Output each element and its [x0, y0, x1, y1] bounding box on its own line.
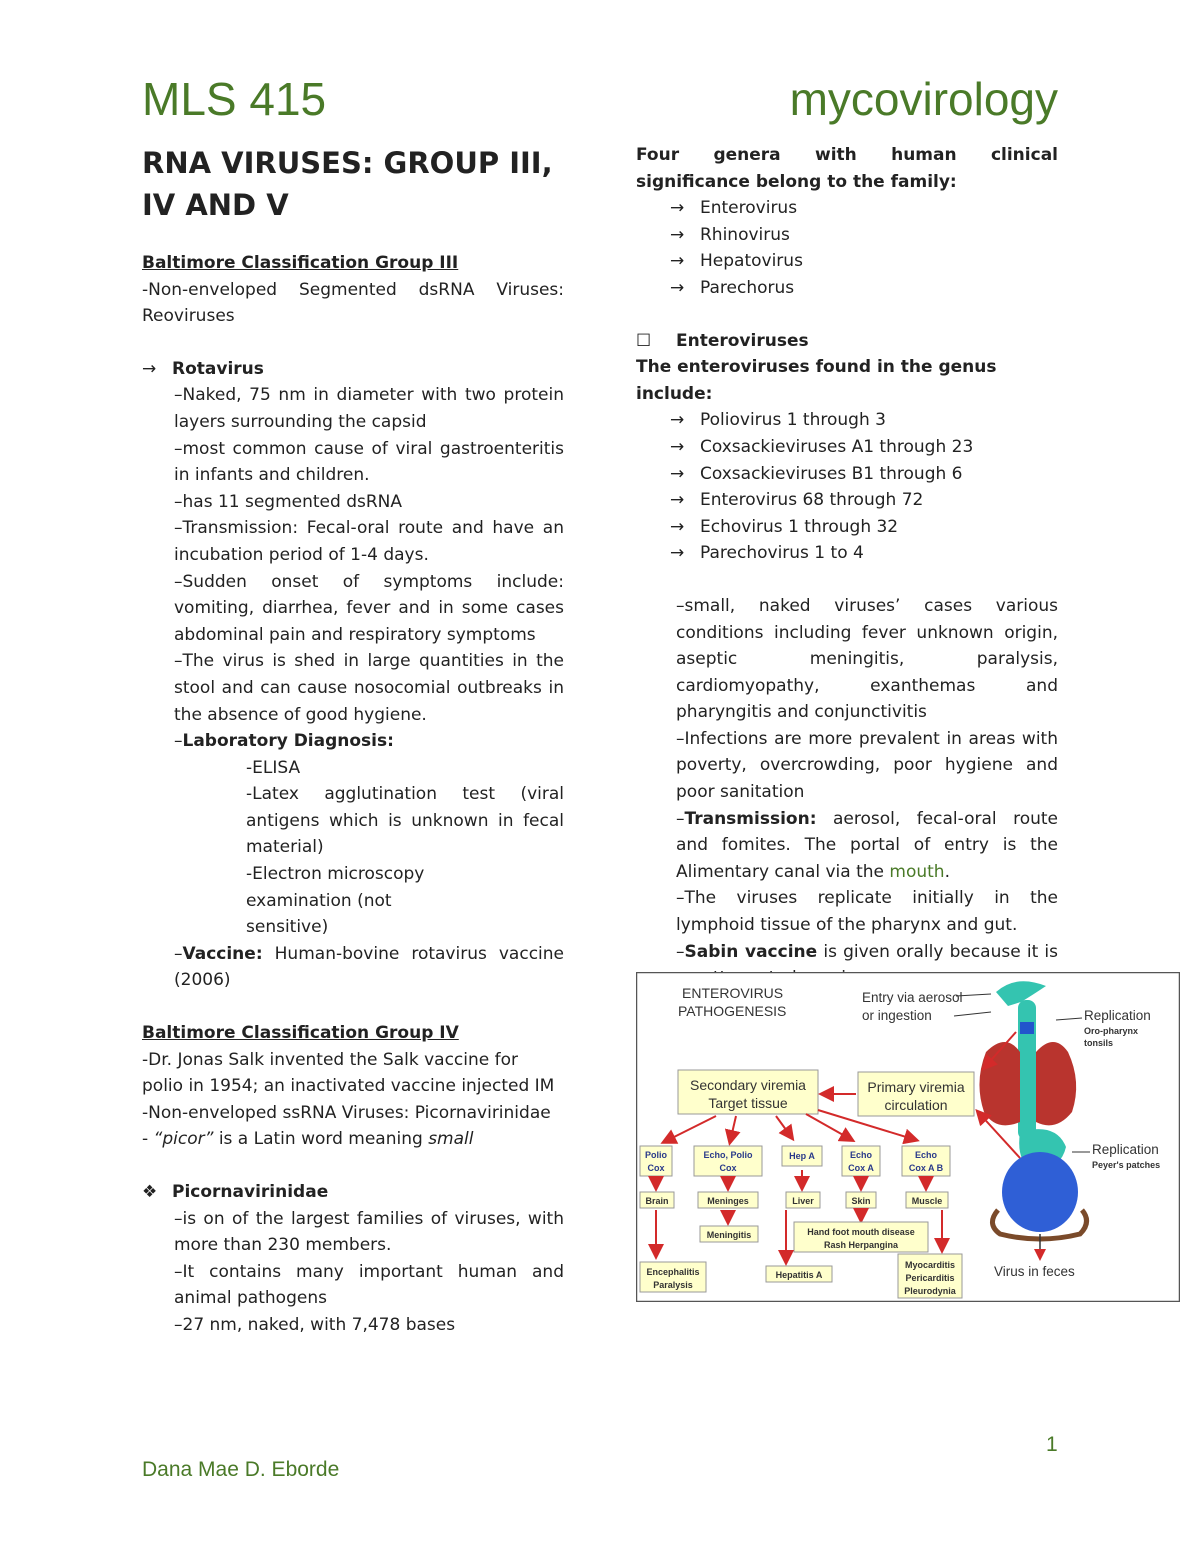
picornavirinidae-section	[142, 1179, 564, 1339]
enterovirus-item: → Enterovirus 68 through 72	[670, 487, 1058, 514]
secondary-viremia-label: Secondary viremia	[690, 1077, 806, 1093]
meningitis-label: Meningitis	[706, 1230, 752, 1240]
arrow-icon: →	[142, 358, 157, 379]
arrow-icon: →	[670, 543, 685, 564]
subject-title: mycovirology	[789, 73, 1058, 125]
left-column	[142, 142, 564, 1339]
detail-line: –The viruses replicate initially in the lymphoid tissue of the pharynx and gut.	[676, 888, 1058, 936]
virus-box-line2: Cox	[719, 1163, 737, 1173]
genera-intro: Four genera with human clinical significance belong to the family:	[636, 145, 1058, 192]
hfm-label: Hand foot mouth disease	[807, 1227, 915, 1237]
enterovirus-item: → Coxsackieviruses B1 through 6	[670, 461, 1058, 488]
arrow-icon: →	[670, 490, 685, 511]
rotavirus-line: –Sudden onset of symptoms include: vomiting, diarrhea, fever and in some cases abdominal pain and respiratory symptoms	[174, 571, 564, 645]
document-title: RNA VIRUSES: GROUP III, IV AND V	[142, 146, 553, 222]
enterovirus-list	[670, 407, 1058, 567]
tissue-label: Liver	[792, 1196, 814, 1206]
intestines-shape	[1002, 1152, 1078, 1232]
virus-box-line1: Echo	[849, 1150, 873, 1160]
entry-label-line2: or ingestion	[862, 1008, 932, 1023]
target-tissue-label: Target tissue	[708, 1095, 788, 1111]
arrow-icon: →	[670, 198, 685, 219]
rotavirus-line: –most common cause of viral gastroenteritis in infants and children.	[174, 438, 564, 486]
sabin-line: –Sabin vaccine is given orally because it is	[676, 941, 1058, 962]
virus-box-line2: Cox A B	[908, 1163, 944, 1173]
transmission-line: –Transmission: aerosol, fecal-oral route and fomites. The portal of entry is the Alimentary canal via the mouth.	[676, 808, 1058, 882]
lab-diagnosis-heading: –Laboratory Diagnosis:	[174, 731, 394, 752]
feces-label: Virus in feces	[994, 1264, 1075, 1279]
replication1-label: Replication	[1084, 1008, 1151, 1023]
right-column	[636, 142, 1058, 992]
genera-item: → Hepatovirus	[670, 248, 1058, 275]
pleurodynia-label: Pleurodynia	[904, 1286, 956, 1296]
genera-list	[670, 195, 1058, 301]
genera-item: → Enterovirus	[670, 195, 1058, 222]
virus-box-line2: Cox	[647, 1163, 665, 1173]
page-number: 1	[1046, 1433, 1058, 1456]
encephalitis-label: Encephalitis	[646, 1267, 700, 1277]
hfm-label: Rash Herpangina	[823, 1240, 899, 1250]
vaccine-line: –Vaccine: Human-bovine rotavirus vaccine (2006)	[174, 943, 564, 991]
virus-box-line1: Echo, Polio	[703, 1150, 753, 1160]
picor-definition: - “picor” is a Latin word meaning small	[142, 1129, 474, 1150]
course-code: MLS 415	[142, 73, 327, 125]
lab-item: -Electron microscopy examination (not sensitive)	[246, 864, 425, 938]
hepatitis-label: Hepatitis A	[775, 1270, 823, 1280]
replication2-sublabel: Peyer's patches	[1092, 1160, 1161, 1170]
rotavirus-heading: → Rotavirus	[142, 356, 564, 383]
enterovirus-details	[676, 593, 1058, 992]
enterovirus-pathogenesis-diagram	[636, 972, 1180, 1302]
virus-box-line2: Cox A	[848, 1163, 874, 1173]
arrow-icon: →	[670, 277, 685, 298]
tissue-label: Muscle	[911, 1196, 943, 1206]
detail-line: –Infections are more prevalent in areas with poverty, overcrowding, poor hygiene and poor sanitation	[676, 728, 1058, 803]
picornavirinidae-heading: ❖ Picornavirinidae	[142, 1179, 564, 1206]
replication1-sublabel: tonsils	[1084, 1038, 1114, 1048]
lab-item: -ELISA	[246, 757, 301, 778]
enteroviruses-heading: ☐ Enteroviruses	[636, 328, 1058, 355]
replication1-sublabel: Oro-pharynx	[1084, 1026, 1139, 1036]
enterovirus-item: → Parechovirus 1 to 4	[670, 540, 1058, 567]
rotavirus-line: –The virus is shed in large quantities in the stool and can cause nosocomial outbreaks in the absence of good hygiene.	[174, 651, 564, 725]
genera-item: → Parechorus	[670, 275, 1058, 302]
group3-heading: Baltimore Classification Group III	[142, 253, 459, 273]
diagram-title-line2: PATHOGENESIS	[678, 1003, 787, 1019]
arrow-icon: →	[670, 410, 685, 431]
virus-box-line1: Polio	[645, 1150, 667, 1160]
rotavirus-line: –Naked, 75 nm in diameter with two protein layers surrounding the capsid	[174, 385, 564, 432]
group3-description: -Non-enveloped Segmented dsRNA Viruses: Reoviruses	[142, 279, 564, 327]
primary-viremia-label: Primary viremia	[867, 1079, 965, 1095]
group4-line: -Non-enveloped ssRNA Viruses: Picornavirinidae	[142, 1102, 551, 1123]
virus-box-line1: Echo	[914, 1150, 938, 1160]
arrow-icon: →	[670, 463, 685, 484]
enteroviruses-subheading: The enteroviruses found in the genus include:	[636, 357, 997, 404]
arrow-icon: →	[670, 436, 685, 457]
picorna-line: –It contains many important human and animal pathogens	[174, 1261, 564, 1309]
diagram-title-line1: ENTEROVIRUS	[682, 985, 784, 1001]
replication2-label: Replication	[1092, 1142, 1159, 1157]
tissue-label: Brain	[645, 1196, 669, 1206]
genera-item: → Rhinovirus	[670, 222, 1058, 249]
arrow-icon: →	[670, 251, 685, 272]
enterovirus-item: → Poliovirus 1 through 3	[670, 407, 1058, 434]
group4-heading: Baltimore Classification Group IV	[142, 1023, 459, 1044]
checkbox-icon: ☐	[636, 330, 652, 351]
entry-label-line1: Entry via aerosol	[862, 990, 963, 1005]
group4-line: -Dr. Jonas Salk invented the Salk vaccine for polio in 1954; an inactivated vaccine injected IM	[142, 1049, 555, 1097]
enterovirus-item: → Echovirus 1 through 32	[670, 514, 1058, 541]
left-lung	[979, 1042, 1020, 1125]
detail-line: –small, naked viruses’ cases various conditions including fever unknown origin, aseptic meningitis, paralysis, cardiomyopathy, exanthemas and pharyngitis and conjunctivitis	[676, 595, 1058, 723]
tissue-label: Meninges	[707, 1196, 749, 1206]
lab-item: -Latex agglutination test (viral antigens which is unknown in fecal material)	[246, 784, 564, 858]
arrow-icon: →	[670, 516, 685, 537]
diamond-bullet-icon: ❖	[142, 1182, 158, 1202]
circulation-label: circulation	[884, 1097, 948, 1113]
picorna-line: –27 nm, naked, with 7,478 bases	[174, 1314, 456, 1335]
esophagus-shape	[1018, 1000, 1036, 1140]
picorna-line: –is on of the largest families of viruses, with more than 230 members.	[174, 1208, 564, 1256]
myocarditis-label: Myocarditis	[904, 1260, 956, 1270]
rotavirus-line: –Transmission: Fecal-oral route and have an incubation period of 1-4 days.	[174, 518, 564, 565]
author-name: Dana Mae D. Eborde	[142, 1458, 340, 1481]
pericarditis-label: Pericarditis	[905, 1273, 955, 1283]
virus-box-line1: Hep A	[789, 1151, 815, 1161]
arrow-icon: →	[670, 224, 685, 245]
tonsil-marker	[1020, 1022, 1034, 1034]
tissue-label: Skin	[851, 1196, 871, 1206]
enterovirus-item: → Coxsackieviruses A1 through 23	[670, 434, 1058, 461]
paralysis-label: Paralysis	[653, 1280, 693, 1290]
rotavirus-section	[142, 356, 564, 994]
rotavirus-line: –has 11 segmented dsRNA	[174, 491, 403, 512]
